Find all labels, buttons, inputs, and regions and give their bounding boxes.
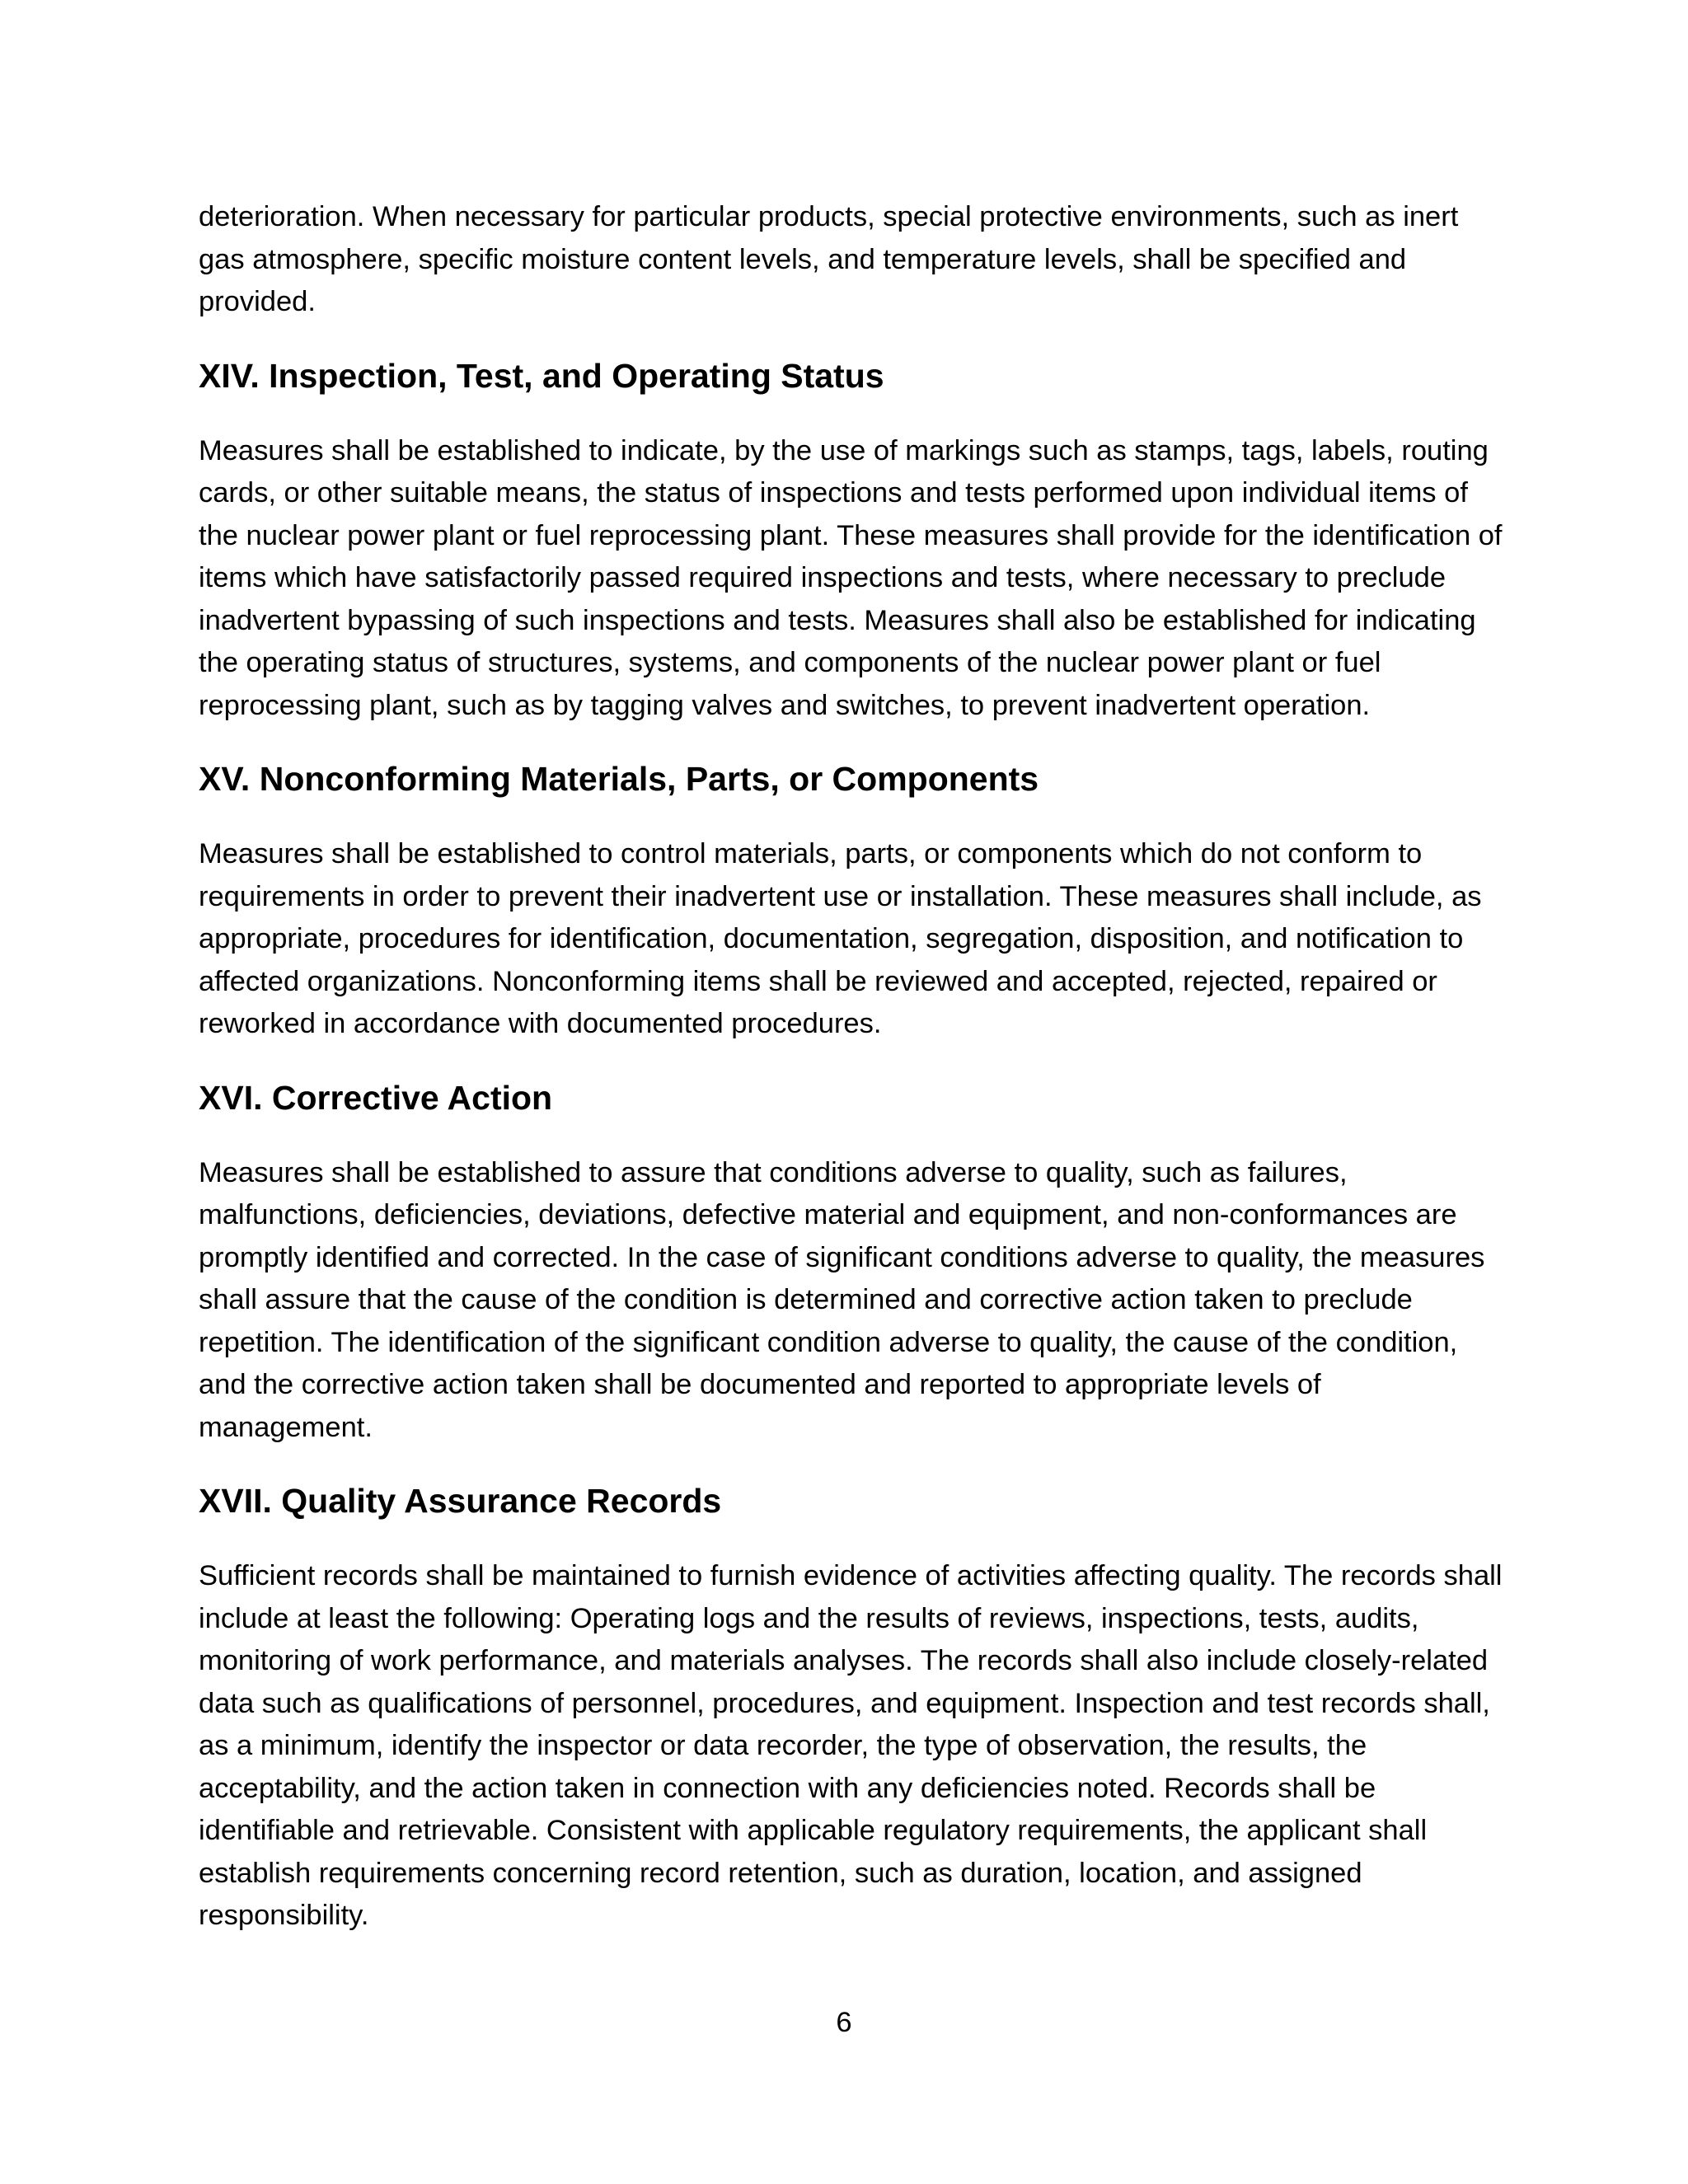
- section-heading-xv: XV. Nonconforming Materials, Parts, or Components: [199, 760, 1039, 798]
- paragraph-line: affected organizations. Nonconforming items shall be reviewed and accepted, rejected, repaired or: [199, 965, 1437, 997]
- paragraph-line: as a minimum, identify the inspector or data recorder, the type of observation, the results, the: [199, 1730, 1367, 1761]
- paragraph-line: reworked in accordance with documented procedures.: [199, 1008, 882, 1039]
- document-page: [199, 196, 1505, 1938]
- paragraph-line: Sufficient records shall be maintained to furnish evidence of activities affecting quality. The records shall: [199, 1560, 1503, 1591]
- intro-paragraph: [199, 196, 1505, 324]
- section-xvii-paragraph: [199, 1555, 1505, 1938]
- paragraph-line: promptly identified and corrected. In the case of significant conditions adverse to quality, the measures: [199, 1241, 1485, 1273]
- section-xiv-paragraph: [199, 430, 1505, 728]
- paragraph-line: shall assure that the cause of the condition is determined and corrective action taken to preclude: [199, 1284, 1413, 1315]
- paragraph-line: management.: [199, 1411, 373, 1443]
- paragraph-line: Measures shall be established to indicate, by the use of markings such as stamps, tags, labels, routing: [199, 434, 1489, 466]
- paragraph-line: Measures shall be established to assure that conditions adverse to quality, such as failures,: [199, 1156, 1348, 1188]
- paragraph-line: and the corrective action taken shall be documented and reported to appropriate levels of: [199, 1369, 1321, 1400]
- paragraph-line: appropriate, procedures for identification, documentation, segregation, disposition, and notification to: [199, 923, 1464, 954]
- paragraph-line: cards, or other suitable means, the status of inspections and tests performed upon individual items of: [199, 477, 1468, 509]
- paragraph-line: the nuclear power plant or fuel reprocessing plant. These measures shall provide for the identification of: [199, 519, 1503, 551]
- section-xvi-paragraph: [199, 1152, 1505, 1450]
- page-number: 6: [836, 2007, 852, 2038]
- paragraph-line: include at least the following: Operating logs and the results of reviews, inspections, tests, audits,: [199, 1602, 1419, 1634]
- paragraph-line: the operating status of structures, systems, and components of the nuclear power plant or fuel: [199, 647, 1381, 678]
- paragraph-line: reprocessing plant, such as by tagging valves and switches, to prevent inadvertent operation.: [199, 689, 1371, 721]
- paragraph-line: inadvertent bypassing of such inspections and tests. Measures shall also be established for indicating: [199, 604, 1476, 636]
- paragraph-line: gas atmosphere, specific moisture content levels, and temperature levels, shall be specified and: [199, 243, 1407, 275]
- paragraph-line: establish requirements concerning record retention, such as duration, location, and assigned: [199, 1857, 1362, 1889]
- section-xv-paragraph: [199, 833, 1505, 1046]
- paragraph-line: acceptability, and the action taken in connection with any deficiencies noted. Records shall be: [199, 1772, 1376, 1804]
- paragraph-line: Measures shall be established to control materials, parts, or components which do not conform to: [199, 838, 1423, 869]
- paragraph-line: repetition. The identification of the significant condition adverse to quality, the cause of the condition,: [199, 1326, 1458, 1358]
- paragraph-line: provided.: [199, 286, 316, 317]
- paragraph-line: items which have satisfactorily passed required inspections and tests, where necessary to preclude: [199, 562, 1447, 593]
- paragraph-line: requirements in order to prevent their inadvertent use or installation. These measures shall include, as: [199, 880, 1482, 912]
- section-heading-xvii: XVII. Quality Assurance Records: [199, 1482, 722, 1520]
- paragraph-line: identifiable and retrievable. Consistent with applicable regulatory requirements, the applicant shall: [199, 1815, 1428, 1846]
- paragraph-line: monitoring of work performance, and materials analyses. The records shall also include closely-related: [199, 1645, 1489, 1676]
- paragraph-line: data such as qualifications of personnel, procedures, and equipment. Inspection and test records shall,: [199, 1687, 1490, 1719]
- section-heading-xiv: XIV. Inspection, Test, and Operating Status: [199, 356, 884, 395]
- paragraph-line: malfunctions, deficiencies, deviations, defective material and equipment, and non-conformances are: [199, 1199, 1457, 1230]
- paragraph-line: responsibility.: [199, 1900, 369, 1931]
- paragraph-line: deterioration. When necessary for particular products, special protective environments, such as inert: [199, 201, 1459, 232]
- section-heading-xvi: XVI. Corrective Action: [199, 1078, 553, 1117]
